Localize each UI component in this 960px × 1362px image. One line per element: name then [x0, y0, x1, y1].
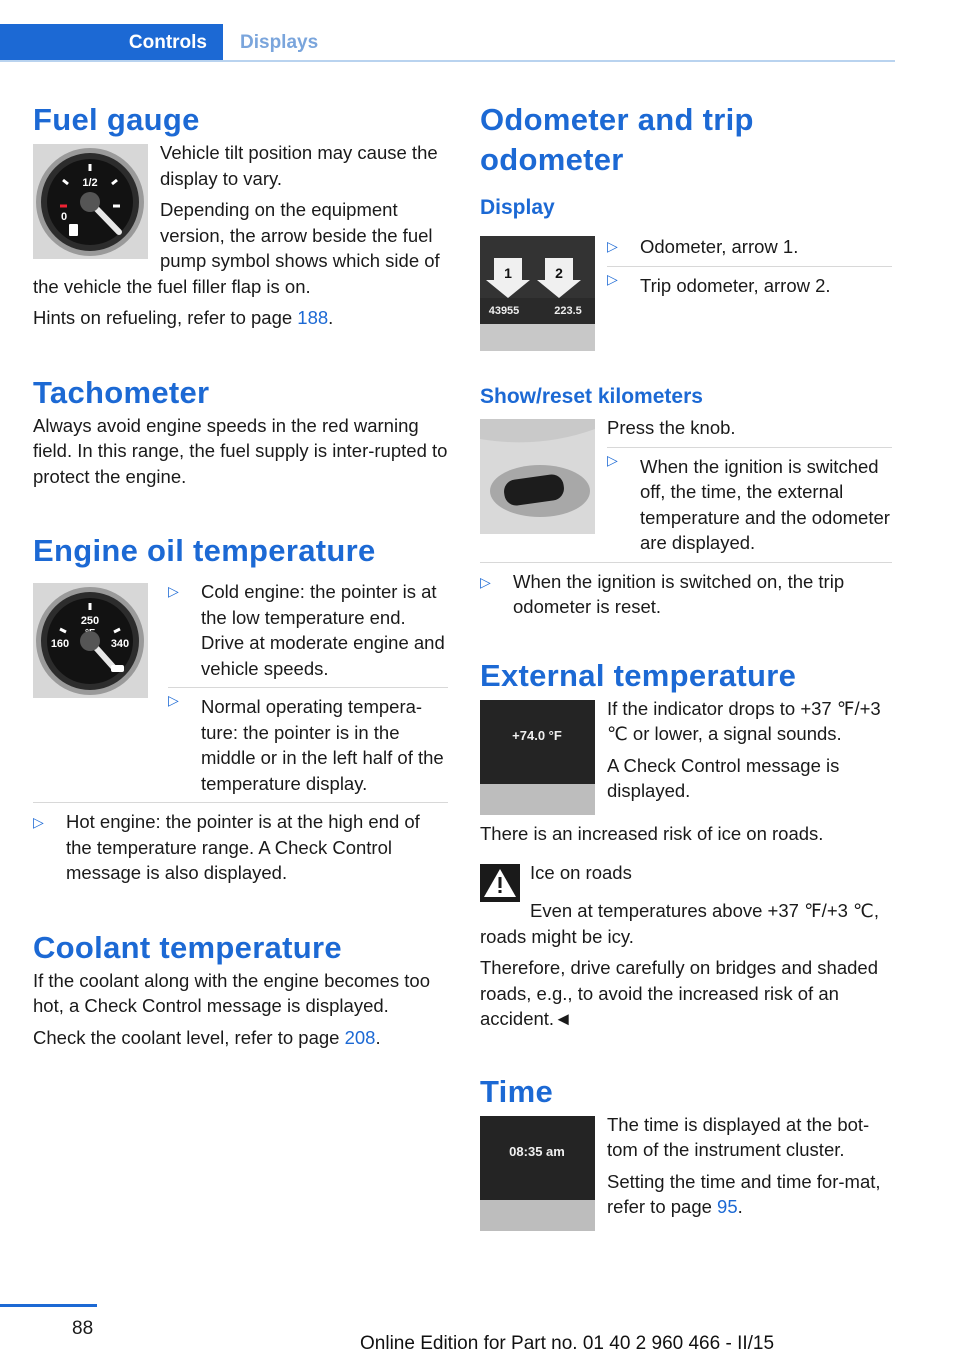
coolant-check-text: Check the coolant level, refer to page — [33, 1026, 345, 1048]
reset-km-list — [607, 447, 892, 562]
coolant-p1: If the coolant along with the engine becomes too hot, a Check Control message is displayed. — [33, 969, 430, 1016]
time-heading: Time — [480, 1073, 553, 1109]
odo-arrow-1-label: 1 — [504, 265, 512, 281]
edition-text: Online Edition for Part no. 01 40 2 960 466 - II/15 — [360, 1333, 775, 1354]
odo-arrow-2-label: 2 — [555, 265, 563, 281]
oil-temp-item-hot: ▷ Hot engine: the pointer is at the high end of the temperature range. A Check Control message is also displayed. — [33, 802, 448, 886]
oil-temp-item-cold: ▷ Cold engine: the pointer is at the low temperature end. Drive at moderate engine and vehicle speeds. — [168, 579, 448, 681]
odometer-item-2: ▷ Trip odometer, arrow 2. — [607, 266, 892, 299]
external-temp-display-image — [480, 700, 595, 815]
time-p2-text: Setting the time and time for-mat, refer to page — [607, 1170, 881, 1217]
section-reset-km — [480, 383, 892, 620]
external-temp-value: +74.0 °F — [512, 727, 562, 743]
external-temp-p2: A Check Control message is displayed. — [607, 754, 840, 801]
section-time — [480, 1072, 892, 1237]
odometer-item-1: ▷ Odometer, arrow 1. — [607, 234, 892, 260]
ice-warning-body — [530, 860, 632, 892]
right-column — [480, 100, 892, 1237]
time-p1: The time is displayed at the bot-tom of the instrument cluster. — [607, 1113, 870, 1160]
odometer-heading: Odometer and trip odometer — [480, 102, 754, 177]
tachometer-p1: Always avoid engine speeds in the red warning field. In this range, the fuel supply is inter-rupted to protect the engine. — [33, 414, 448, 487]
odo-value-text: 43955 — [488, 305, 520, 317]
tachometer-heading: Tachometer — [33, 374, 210, 410]
reset-km-item-on: ▷ When the ignition is switched on, the trip odometer is reset. — [480, 562, 892, 620]
section-external-temp — [480, 656, 892, 1032]
reset-km-list-2 — [480, 562, 892, 620]
fuel-hint-suffix: . — [328, 307, 334, 328]
knob-image — [480, 419, 595, 534]
tab-displays[interactable]: Displays — [240, 32, 319, 53]
left-column — [33, 100, 448, 1056]
fuel-pump-icon — [69, 224, 78, 236]
trip-value-text: 223.5 — [554, 305, 582, 317]
fuel-gauge-heading: Fuel gauge — [33, 102, 200, 137]
oil-temp-item-normal: ▷ Normal operating tempera-ture: the pointer is in the middle or in the left half of the temperature display. — [168, 687, 448, 796]
coolant-heading: Coolant temperature — [33, 929, 342, 965]
oil-temp-gauge-image — [33, 583, 148, 698]
external-temp-p3: There is an increased risk of ice on roads. — [480, 822, 824, 844]
section-engine-oil-temp — [33, 531, 448, 886]
ice-warning-title: Ice on roads — [530, 862, 632, 883]
section-tachometer — [33, 373, 448, 490]
time-display-image — [480, 1116, 595, 1231]
oil-can-icon — [111, 665, 124, 672]
fuel-gauge-p2: Depending on the equipment version, the arrow beside the fuel pump symbol shows which side of the vehicle the fuel filler flap is on. — [33, 199, 440, 297]
header-rule — [0, 60, 895, 62]
warning-triangle-icon — [480, 864, 520, 902]
external-temp-p4: Therefore, drive carefully on bridges and shaded roads, e.g., to avoid the increased risk of an accident.◄ — [480, 957, 878, 1029]
fuel-gauge-p1: Vehicle tilt position may cause the display to vary. — [160, 142, 438, 189]
reset-km-p1: Press the knob. — [607, 417, 736, 438]
time-p2-suffix: . — [737, 1196, 743, 1217]
odometer-display-subheading: Display — [480, 196, 555, 219]
engine-oil-heading: Engine oil temperature — [33, 533, 376, 568]
section-fuel-gauge — [33, 100, 448, 331]
oil-gauge-low-label: 160 — [50, 638, 70, 650]
coolant-check — [33, 1025, 448, 1051]
odometer-list — [607, 234, 892, 304]
tab-controls[interactable]: Controls — [0, 24, 223, 62]
fuel-gauge-hint — [33, 305, 448, 331]
fuel-gauge-image — [33, 144, 148, 259]
header-tabbar — [0, 24, 895, 62]
reset-km-item-off: ▷ When the ignition is switched off, the time, the external temperature and the odometer are displayed. — [607, 447, 892, 556]
oil-temp-list-2 — [33, 802, 448, 886]
fuel-gauge-zero-label: 0 — [60, 211, 68, 223]
external-temp-heading: External temperature — [480, 657, 797, 693]
ice-warning — [480, 860, 892, 902]
section-coolant-temp — [33, 928, 448, 1051]
time-display-value: 08:35 am — [509, 1143, 565, 1159]
reset-km-heading: Show/reset kilometers — [480, 385, 703, 408]
page-number: 88 — [72, 1318, 94, 1339]
section-odometer — [480, 100, 892, 357]
external-temp-p1: If the indicator drops to +37 ℉/+3 ℃ or lower, a signal sounds. — [607, 697, 881, 744]
footer-rule — [0, 1304, 97, 1307]
fuel-gauge-half-label: 1/2 — [82, 177, 98, 189]
oil-gauge-mid-label: 250 — [80, 615, 100, 627]
oil-gauge-high-label: 340 — [110, 638, 130, 650]
coolant-check-suffix: . — [375, 1026, 381, 1048]
odometer-display-image — [480, 236, 595, 351]
ice-warning-text: Even at temperatures above +37 ℉/+3 ℃, roads might be icy. — [480, 900, 879, 947]
coolant-page-link[interactable]: 208 — [344, 1026, 376, 1048]
oil-temp-list — [168, 579, 448, 802]
time-page-link[interactable]: 95 — [717, 1196, 738, 1217]
fuel-hint-text: Hints on refueling, refer to page — [33, 307, 298, 328]
fuel-hint-page-link[interactable]: 188 — [297, 307, 329, 328]
